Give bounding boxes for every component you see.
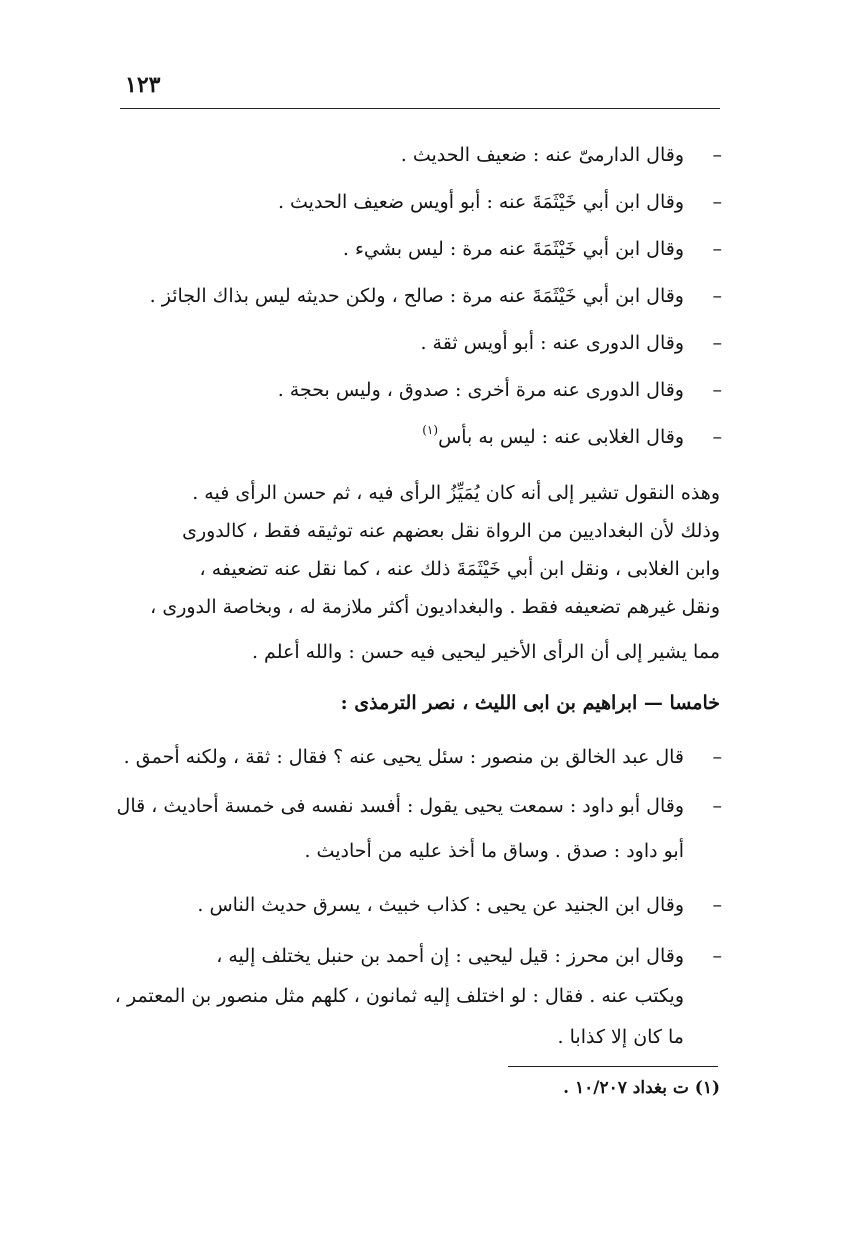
list-item-text: وقال ابن أبي خَيْثَمَةَ عنه مرة : ليس بشيء . — [342, 238, 684, 260]
footnote-marker: (١) — [422, 423, 439, 437]
list-item-text: وقال أبو داود : سمعت يحيى يقول : أفسد نفسه فى خمسة أحاديث ، قال — [116, 795, 684, 817]
list-item-continuation: ويكتب عنه . فقال : لو اختلف إليه ثمانون ، كلهم مثل منصور بن المعتمر ، — [114, 985, 684, 1007]
list-item — [278, 381, 722, 400]
list-dash: – — [712, 379, 722, 401]
list-item — [343, 240, 722, 259]
paragraph-line: وذلك لأن البغداديين من الرواة نقل بعضهم عنه توثيقه فقط ، كالدورى — [182, 520, 720, 542]
list-item — [278, 193, 722, 212]
list-item-continuation: أبو داود : صدق . وساق ما أخذ عليه من أحاديث . — [304, 840, 684, 862]
header-rule — [120, 108, 720, 109]
list-item — [420, 334, 722, 353]
list-dash: – — [712, 191, 722, 213]
footnote-rule — [508, 1066, 718, 1067]
list-dash: – — [712, 746, 722, 768]
list-item-text: وقال الدورى عنه مرة أخرى : صدوق ، وليس بحجة . — [277, 379, 684, 401]
list-item — [401, 146, 722, 165]
footnote: (١) ت بغداد ١٠/٢٠٧ . — [563, 1078, 720, 1098]
list-item-text: وقال الغلابى عنه : ليس به بأس — [438, 426, 684, 448]
paragraph-line: ونقل غيرهم تضعيفه فقط . والبغداديون أكثر ملازمة له ، وبخاصة الدورى ، — [150, 596, 720, 618]
list-dash: – — [712, 894, 722, 916]
list-dash: – — [712, 285, 722, 307]
list-dash: – — [712, 426, 722, 448]
paragraph-line: وابن الغلابى ، ونقل ابن أبي خَيْثَمَةَ ذلك عنه ، كما نقل عنه تضعيفه ، — [199, 558, 720, 580]
list-item-text: وقال ابن أبي خَيْثَمَةَ عنه : أبو أويس ضعيف الحديث . — [277, 191, 684, 213]
section-heading: خامسا — ابراهيم بن ابى الليث ، نصر الترمذى : — [340, 692, 720, 714]
list-item — [216, 947, 722, 966]
list-dash: – — [712, 144, 722, 166]
list-item-text: وقال ابن أبي خَيْثَمَةَ عنه مرة : صالح ، ولكن حديثه ليس بذاك الجائز . — [149, 285, 684, 307]
list-item-text: قال عبد الخالق بن منصور : سئل يحيى عنه ؟ فقال : ثقة ، ولكنه أحمق . — [123, 746, 684, 768]
list-dash: – — [712, 945, 722, 967]
list-item — [124, 748, 722, 767]
list-item-text: وقال الدورى عنه : أبو أويس ثقة . — [420, 332, 684, 354]
list-dash: – — [712, 332, 722, 354]
paragraph-line: وهذه النقول تشير إلى أنه كان يُمَيِّزُ الرأى فيه ، ثم حسن الرأى فيه . — [192, 482, 720, 504]
list-item-continuation: ما كان إلا كذابا . — [557, 1026, 684, 1048]
list-item — [414, 423, 722, 448]
list-item — [117, 797, 722, 816]
list-item-text: وقال ابن الجنيد عن يحيى : كذاب خبيث ، يسرق حديث الناس . — [197, 894, 684, 916]
list-item-text: وقال الدارمىّ عنه : ضعيف الحديث . — [400, 144, 684, 166]
page-number: ١٢٣ — [125, 72, 161, 98]
list-dash: – — [712, 238, 722, 260]
list-item — [197, 896, 722, 915]
list-item-text: وقال ابن محرز : قيل ليحيى : إن أحمد بن حنبل يختلف إليه ، — [216, 945, 684, 967]
list-dash: – — [712, 795, 722, 817]
paragraph-line: مما يشير إلى أن الرأى الأخير ليحيى فيه حسن : والله أعلم . — [251, 641, 720, 663]
list-item — [150, 287, 722, 306]
